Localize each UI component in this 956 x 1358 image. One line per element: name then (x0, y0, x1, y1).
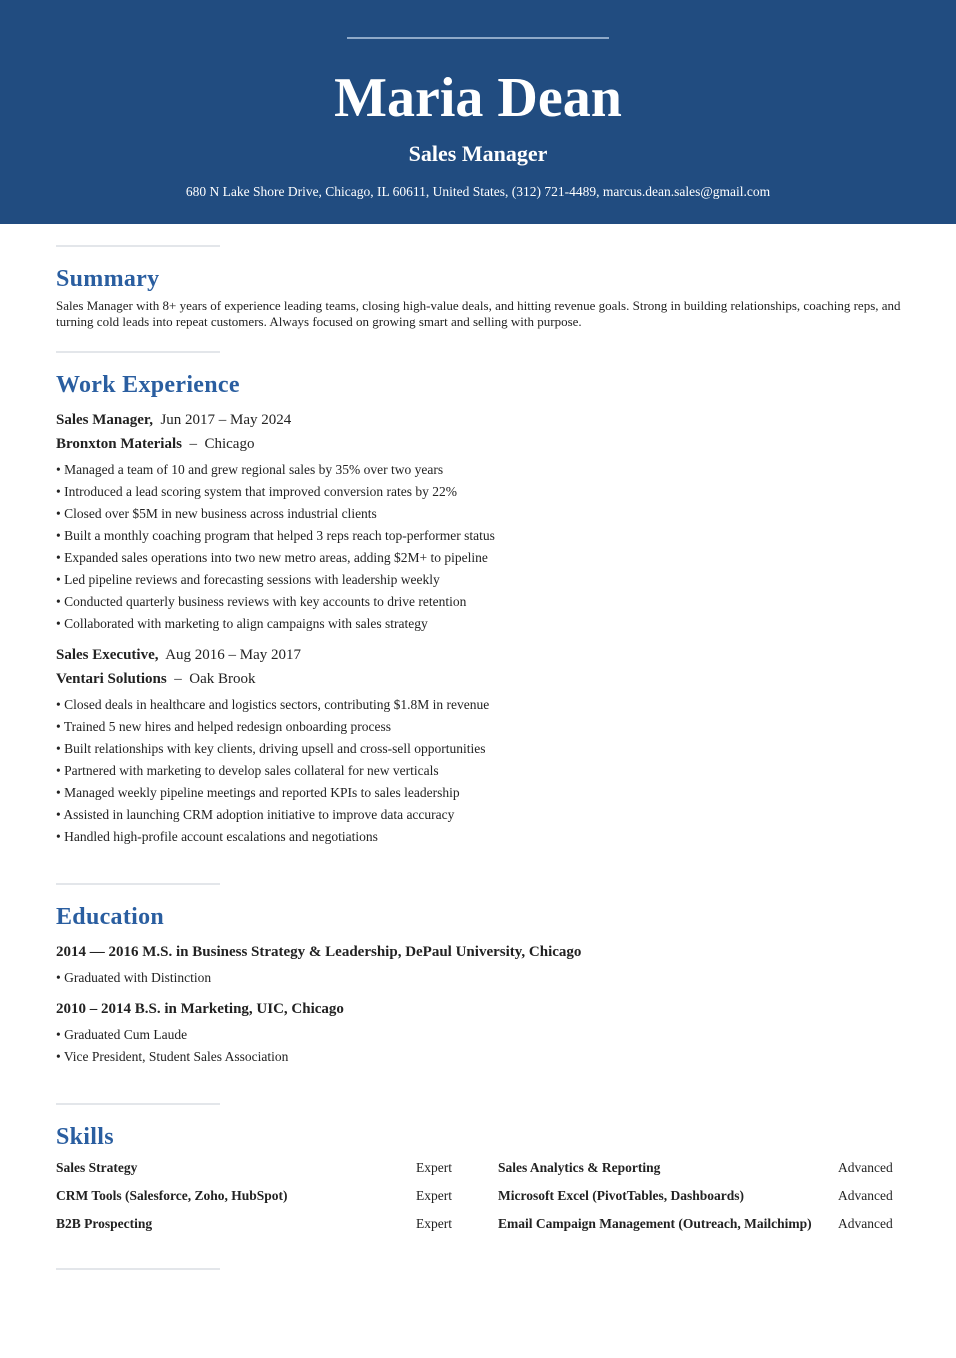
summary-text: Sales Manager with 8+ years of experience leading teams, closing high-value deals, and hitting revenue goals. Strong in building relationships, coaching reps, and turning cold leads into repeat customers. Always focused on growing smart and selling with purpose. (56, 298, 901, 329)
job-location: Chicago (204, 436, 255, 452)
list-item: • Graduated Cum Laude (56, 1027, 188, 1042)
skill-name: B2B Prospecting (56, 1216, 153, 1231)
skill-level: Advanced (838, 1160, 893, 1175)
list-item: • Closed over $5M in new business across industrial clients (56, 506, 377, 521)
job-separator: – (174, 671, 182, 687)
education-heading: Education (56, 904, 165, 930)
skills-table (56, 1154, 902, 1238)
list-item: • Graduated with Distinction (56, 970, 212, 985)
list-item: • Managed weekly pipeline meetings and reported KPIs to sales leadership (56, 785, 460, 800)
job-bullets (56, 459, 902, 635)
education-entry (56, 942, 902, 989)
list-item: • Introduced a lead scoring system that improved conversion rates by 22% (56, 484, 457, 499)
section-divider (56, 245, 220, 247)
skill-name: Microsoft Excel (PivotTables, Dashboards) (498, 1188, 744, 1203)
job-company: Ventari Solutions (56, 671, 167, 687)
job-company-line (56, 669, 902, 689)
resume-header (0, 0, 956, 224)
contact-line: 680 N Lake Shore Drive, Chicago, IL 60611, United States, (312) 721-4489, marcus.dean.sales@gmail.com (185, 184, 771, 199)
skill-name: Sales Analytics & Reporting (498, 1160, 661, 1175)
job-role-line (56, 410, 902, 430)
education-entry (56, 999, 902, 1068)
skill-level: Expert (416, 1216, 452, 1231)
job-dates: Aug 2016 – May 2017 (165, 647, 302, 663)
list-item: • Expanded sales operations into two new metro areas, adding $2M+ to pipeline (56, 550, 488, 565)
job-location: Oak Brook (189, 671, 256, 687)
education-title: 2010 – 2014 B.S. in Marketing, UIC, Chicago (56, 1001, 344, 1017)
skill-level: Expert (416, 1160, 452, 1175)
list-item: • Led pipeline reviews and forecasting sessions with leadership weekly (56, 572, 440, 587)
skill-name: Email Campaign Management (Outreach, Mailchimp) (498, 1216, 812, 1231)
job-bullets (56, 694, 902, 848)
candidate-title: Sales Manager (408, 141, 548, 166)
list-item: • Vice President, Student Sales Association (56, 1049, 289, 1064)
job-role: Sales Executive, (56, 647, 159, 663)
job-separator: – (189, 436, 197, 452)
skill-level: Advanced (838, 1188, 893, 1203)
job-company-line (56, 434, 902, 454)
list-item: • Built a monthly coaching program that helped 3 reps reach top-performer status (56, 528, 495, 543)
section-divider (56, 351, 220, 353)
candidate-name: Maria Dean (334, 67, 622, 129)
skills-heading: Skills (56, 1124, 114, 1150)
section-divider (56, 883, 220, 885)
list-item: • Handled high-profile account escalations and negotiations (56, 829, 378, 844)
job-dates: Jun 2017 – May 2024 (160, 412, 292, 428)
skill-level: Advanced (838, 1216, 893, 1231)
skill-name: CRM Tools (Salesforce, Zoho, HubSpot) (56, 1188, 288, 1203)
job-entry (56, 645, 902, 848)
list-item: • Partnered with marketing to develop sales collateral for new verticals (56, 763, 439, 778)
education-title: 2014 — 2016 M.S. in Business Strategy & Leadership, DePaul University, Chicago (56, 944, 582, 960)
education-bullets (56, 967, 902, 989)
resume-body (56, 224, 902, 1270)
skill-name: Sales Strategy (56, 1160, 138, 1175)
section-divider (56, 1103, 220, 1105)
list-item: • Collaborated with marketing to align campaigns with sales strategy (56, 616, 428, 631)
header-divider (347, 37, 609, 39)
job-role: Sales Manager, (56, 412, 153, 428)
skill-level: Expert (416, 1188, 452, 1203)
section-divider (56, 1268, 220, 1270)
list-item: • Managed a team of 10 and grew regional sales by 35% over two years (56, 462, 444, 477)
education-bullets (56, 1024, 902, 1068)
list-item: • Built relationships with key clients, driving upsell and cross-sell opportunities (56, 741, 486, 756)
job-entry (56, 410, 902, 635)
list-item: • Trained 5 new hires and helped redesign onboarding process (56, 719, 392, 734)
list-item: • Closed deals in healthcare and logistics sectors, contributing $1.8M in revenue (56, 697, 490, 712)
list-item: • Conducted quarterly business reviews with key accounts to drive retention (56, 594, 467, 609)
experience-heading: Work Experience (56, 372, 240, 398)
summary-heading: Summary (56, 266, 160, 292)
job-role-line (56, 645, 902, 665)
list-item: • Assisted in launching CRM adoption initiative to improve data accuracy (56, 807, 455, 822)
job-company: Bronxton Materials (56, 436, 182, 452)
